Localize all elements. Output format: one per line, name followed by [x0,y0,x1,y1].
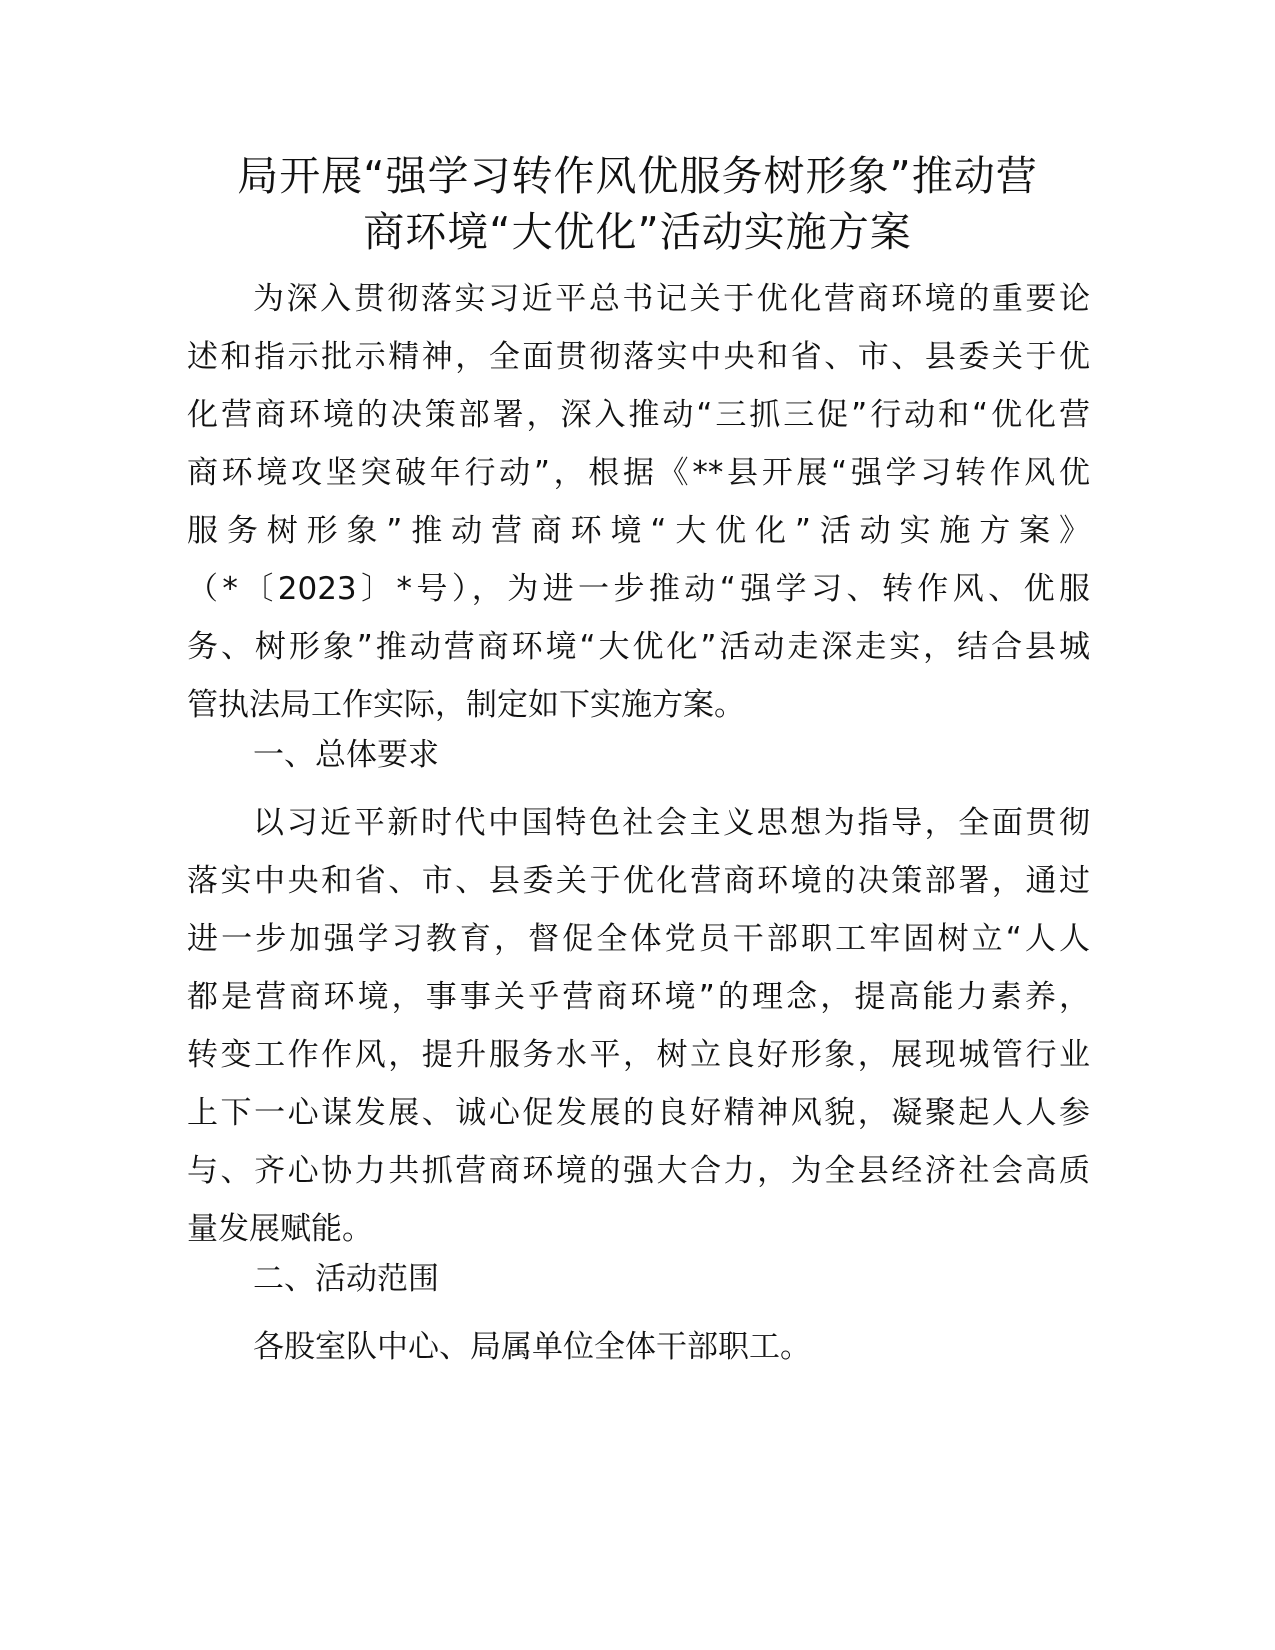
intro-line: （*〔2023〕*号），为进一步推动“强学习、转作风、优服 [187,571,1090,607]
intro-line: 商环境攻坚突破年行动”，根据《**县开展“强学习转作风优 [187,455,1090,491]
section-1-line: 进一步加强学习教育，督促全体党员干部职工牢固树立“人人 [187,921,1090,957]
section-2-line: 各股室队中心、局属单位全体干部职工。 [253,1329,811,1365]
section-1-line: 量发展赋能。 [187,1211,373,1247]
intro-line: 管执法局工作实际，制定如下实施方案。 [187,687,745,723]
section-1-paragraph [187,794,1090,1258]
intro-line: 服务树形象”推动营商环境“大优化”活动实施方案》 [187,513,1090,549]
section-1-line: 转变工作作风，提升服务水平，树立良好形象，展现城管行业 [187,1037,1090,1073]
intro-line: 化营商环境的决策部署，深入推动“三抓三促”行动和“优化营 [187,397,1090,433]
section-1-line: 以习近平新时代中国特色社会主义思想为指导，全面贯彻 [253,805,1090,841]
intro-paragraph [187,270,1090,734]
section-1-heading: 一、总体要求 [253,737,439,773]
intro-line: 述和指示批示精神，全面贯彻落实中央和省、市、县委关于优 [187,339,1090,375]
intro-line: 为深入贯彻落实习近平总书记关于优化营商环境的重要论 [253,281,1090,317]
section-1-line: 与、齐心协力共抓营商环境的强大合力，为全县经济社会高质 [187,1153,1090,1189]
document-title [160,148,1115,260]
title-line-1: 局开展“强学习转作风优服务树形象”推动营 [237,152,1038,200]
intro-line: 务、树形象”推动营商环境“大优化”活动走深走实，结合县城 [187,629,1090,665]
title-line-2: 商环境“大优化”活动实施方案 [363,208,912,256]
section-1-line: 落实中央和省、市、县委关于优化营商环境的决策部署，通过 [187,863,1090,899]
section-2-heading: 二、活动范围 [253,1261,439,1297]
section-1-line: 上下一心谋发展、诚心促发展的良好精神风貌，凝聚起人人参 [187,1095,1090,1131]
section-1-line: 都是营商环境，事事关乎营商环境”的理念，提高能力素养， [187,979,1090,1015]
section-2-paragraph [187,1318,1090,1376]
